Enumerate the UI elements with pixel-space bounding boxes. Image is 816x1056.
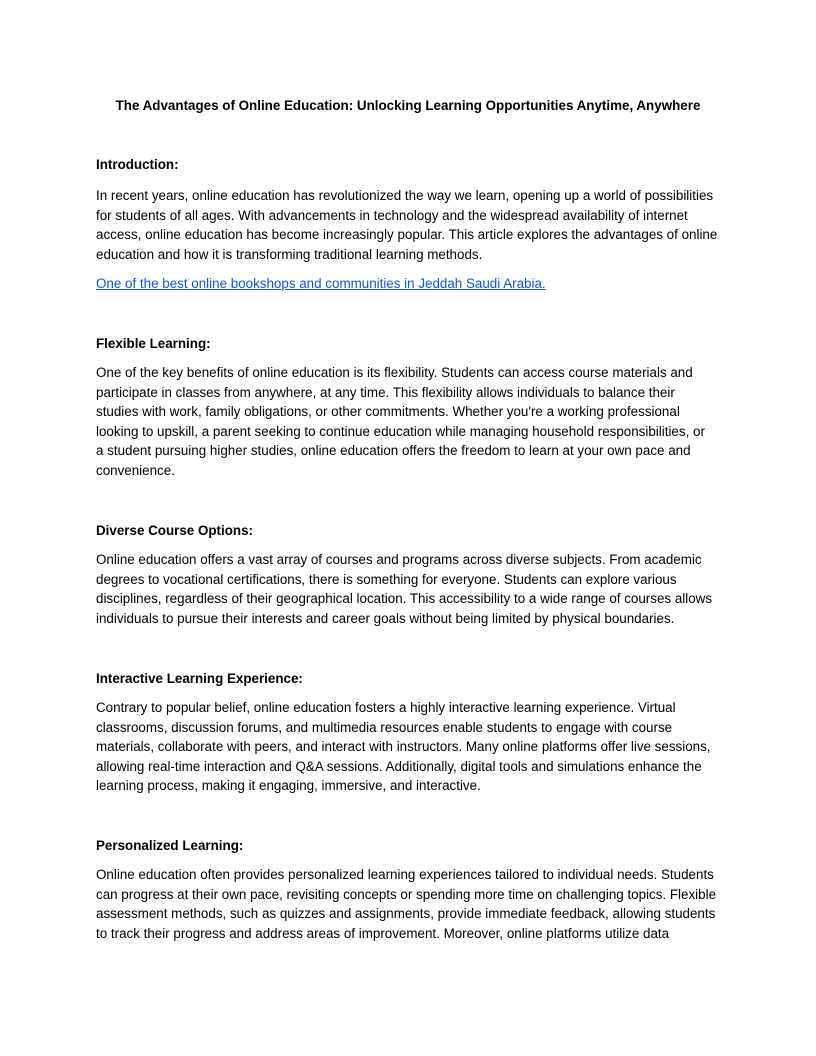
heading-interactive-learning: Interactive Learning Experience:: [96, 671, 303, 686]
paragraph-flexible-learning: [96, 363, 720, 480]
heading-diverse-course-options: Diverse Course Options:: [96, 523, 254, 538]
text-line: classrooms, discussion forums, and multimedia resources enable students to engage with course: [96, 719, 673, 735]
text-line: materials, collaborate with peers, and interact with instructors. Many online platforms offer live sessions,: [96, 739, 711, 754]
heading-introduction: Introduction:: [96, 157, 179, 172]
text-line: for students of all ages. With advancements in technology and the widespread availability of internet: [96, 207, 688, 223]
text-line: to track their progress and address areas of improvement. Moreover, online platforms utilize data: [96, 925, 670, 941]
text-line: can progress at their own pace, revisiting concepts or spending more time on challenging topics. Flexible: [96, 886, 717, 902]
text-line: individuals to pursue their interests and career goals without being limited by physical boundaries.: [96, 610, 675, 626]
text-line: learning process, making it engaging, immersive, and interactive.: [96, 778, 481, 793]
heading-personalized-learning: Personalized Learning:: [96, 838, 244, 853]
text-line: disciplines, regardless of their geographical location. This accessibility to a wide range of courses allows: [96, 591, 713, 606]
document-title: The Advantages of Online Education: Unlocking Learning Opportunities Anytime, Anywhere: [115, 98, 701, 113]
text-line: participate in classes from anywhere, at any time. This flexibility allows individuals to balance their: [96, 384, 675, 400]
text-line: studies with work, family obligations, or other commitments. Whether you're a working professional: [96, 404, 680, 419]
text-line: degrees to vocational certifications, there is something for everyone. Students can explore various: [96, 571, 677, 587]
text-line: looking to upskill, a parent seeking to continue education while managing household responsibilities, or: [96, 423, 705, 439]
text-line: assessment methods, such as quizzes and assignments, provide immediate feedback, allowing students: [96, 906, 716, 921]
text-line: One of the key benefits of online education is its flexibility. Students can access course materials and: [96, 365, 693, 380]
text-line: Contrary to popular belief, online education fosters a highly interactive learning experience. Virtual: [96, 700, 676, 715]
paragraph-introduction: [96, 186, 720, 264]
text-line: Online education offers a vast array of courses and programs across diverse subjects. From academic: [96, 552, 702, 567]
text-line: education and how it is transforming traditional learning methods.: [96, 246, 483, 262]
paragraph-personalized-learning: [96, 865, 720, 943]
text-line: allowing real-time interaction and Q&A sessions. Additionally, digital tools and simulations enhance the: [96, 758, 702, 774]
paragraph-interactive-learning: [96, 698, 720, 796]
paragraph-diverse-course-options: [96, 550, 720, 628]
heading-flexible-learning: Flexible Learning:: [96, 336, 211, 351]
text-line: Online education often provides personalized learning experiences tailored to individual needs. Students: [96, 867, 714, 882]
text-line: convenience.: [96, 462, 175, 478]
text-line: In recent years, online education has revolutionized the way we learn, opening up a world of possibilities: [96, 188, 714, 203]
text-line: a student pursuing higher studies, online education offers the freedom to learn at your own pace and: [96, 443, 691, 458]
bookshop-link[interactable]: One of the best online bookshops and communities in Jeddah Saudi Arabia.: [96, 276, 546, 291]
text-line: access, online education has become increasingly popular. This article explores the advantages of online: [96, 227, 718, 242]
